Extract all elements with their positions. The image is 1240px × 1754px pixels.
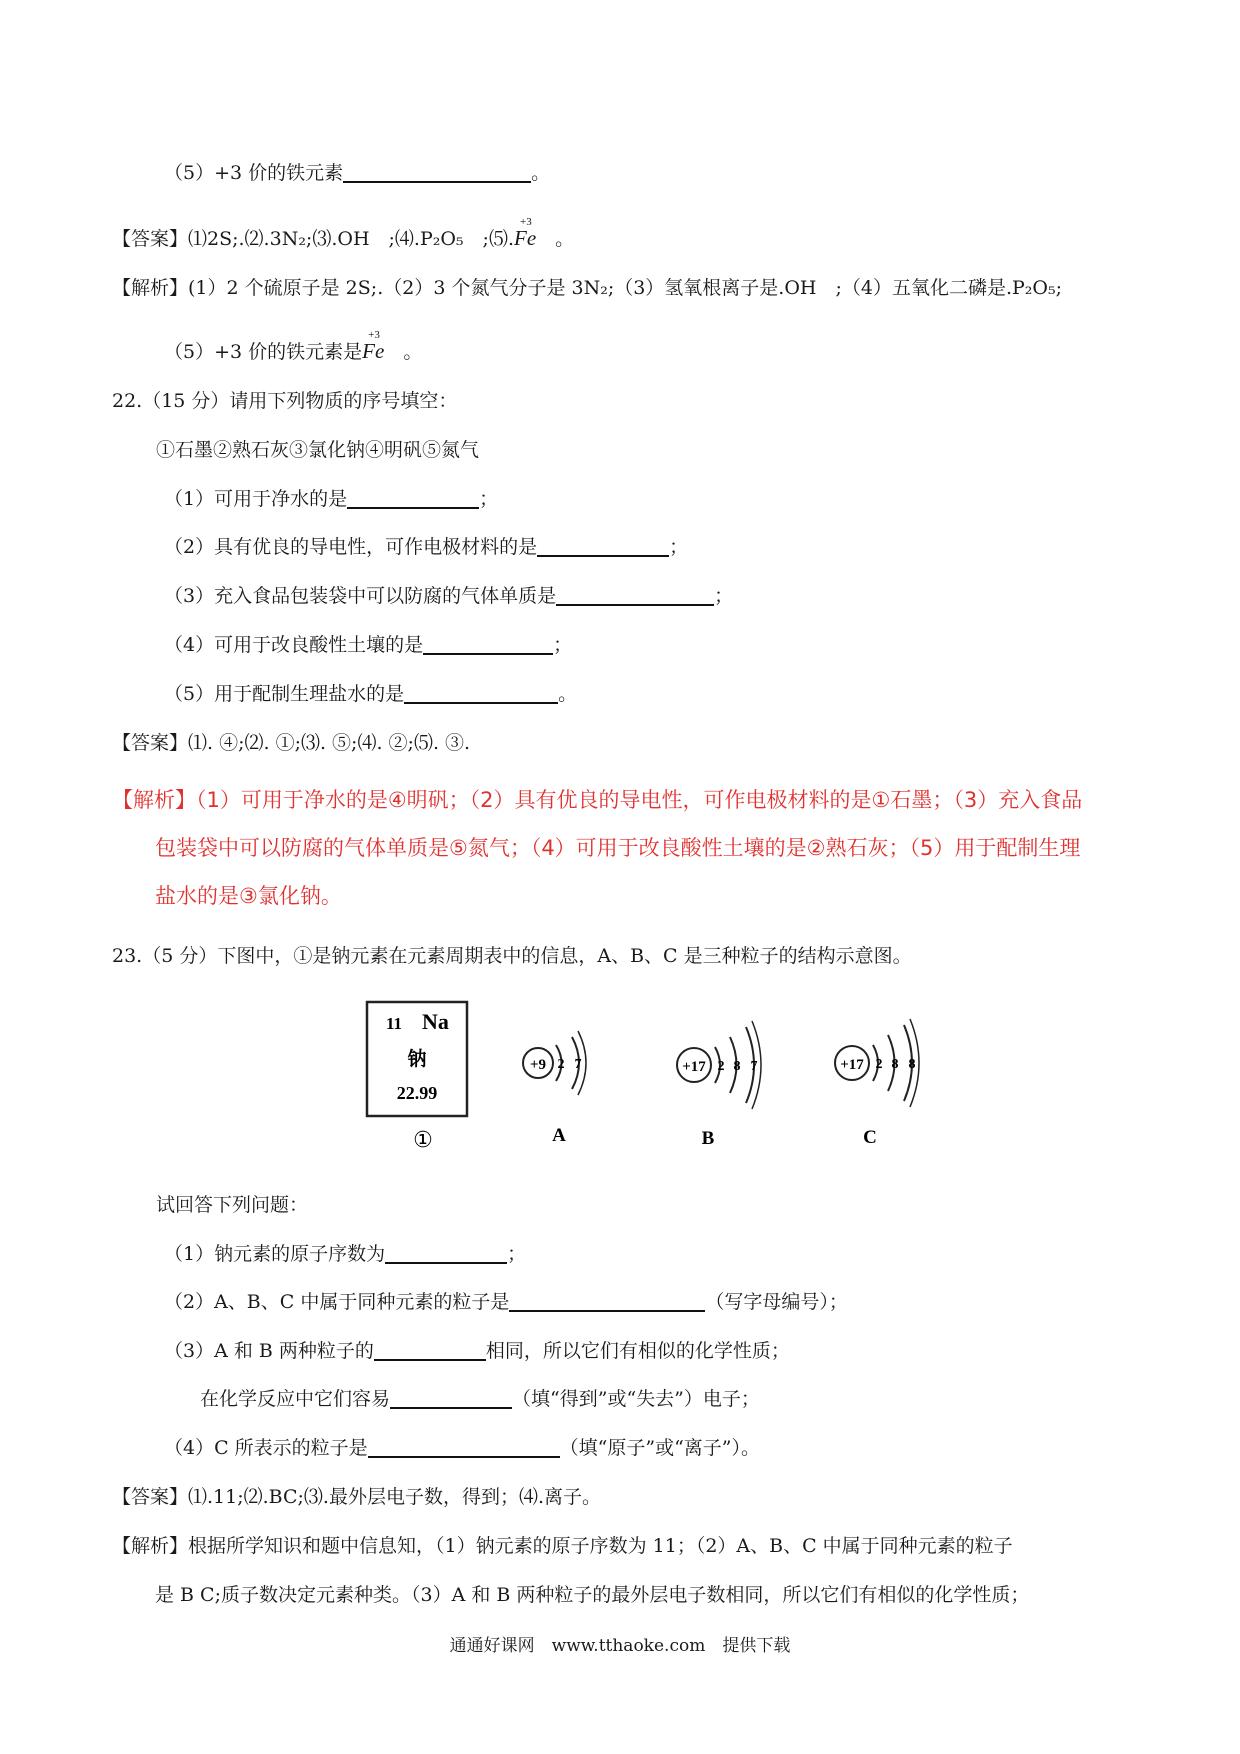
q23-figure [360, 995, 940, 1165]
q23-item-1: （1）钠元素的原子序数为 ； [164, 1243, 527, 1265]
answer-blank[interactable] [347, 487, 479, 509]
q22-title: 22.（15 分）请用下列物质的序号填空： [112, 390, 458, 412]
answer-blank[interactable] [556, 584, 714, 606]
shell-electrons: 7 [750, 1059, 758, 1074]
page-footer: 通通好课网 www.tthaoke.com 提供下载 [449, 1636, 791, 1656]
shell-electrons: 2 [557, 1057, 565, 1072]
answer-blank[interactable] [343, 161, 531, 183]
nucleus-charge: +17 [840, 1057, 864, 1073]
atomic-number: 11 [386, 1014, 403, 1033]
q22-options: ①石墨②熟石灰③氯化钠④明矾⑤氮气 [156, 439, 480, 461]
q23-item-3b: 在化学反应中它们容易 （填“得到”或“失去”）电子； [200, 1388, 760, 1410]
q21-analysis-line2: （5）+3 价的铁元素是 +3 Fe 。 [164, 329, 423, 363]
particle-a-diagram [523, 1031, 586, 1146]
particle-label: A [552, 1125, 566, 1146]
particle-label: B [701, 1128, 715, 1149]
shell-electrons: 8 [908, 1057, 916, 1072]
nucleus-charge: +9 [529, 1057, 547, 1073]
shell-electrons: 2 [717, 1059, 725, 1074]
answer-blank[interactable] [390, 1387, 512, 1409]
q22-item-3: （3）充入食品包装袋中可以防腐的气体单质是 ； [164, 585, 734, 607]
element-card-label: ① [413, 1128, 433, 1153]
answer-blank[interactable] [509, 1290, 705, 1312]
shell-electrons: 8 [733, 1059, 741, 1074]
q22-answer: 【答案】⑴. ④;⑵. ①;⑶. ⑤;⑷. ②;⑸. ③. [112, 732, 471, 754]
answer-blank[interactable] [385, 1242, 507, 1264]
q23-item-2: （2）A、B、C 中属于同种元素的粒子是 （写字母编号）； [164, 1291, 848, 1313]
q23-analysis-line2: 是 B C;质子数决定元素种类。（3）A 和 B 两种粒子的最外层电子数相同，所以它们有相似的化学性质； [155, 1584, 1030, 1606]
q23-answer: 【答案】⑴.11;⑵.BC;⑶.最外层电子数，得到；⑷.离子。 [112, 1486, 602, 1508]
q23-analysis: 【解析】根据所学知识和题中信息知，（1）钠元素的原子序数为 11；（2）A、B、C 中属于同种元素的粒子 [112, 1535, 1013, 1557]
document-page: （5）+3 价的铁元素 。 【答案】⑴2S;.⑵.3N₂;⑶.OH ;⑷.P₂O₅ ;⑸. +3 Fe 。 【解析】(1）2 个硫原子是 2S;.（2）3 个氮气分子是 3N₂;（3）氢氧根离子是.OH ;（4）五氧化二磷是.P₂O₅; （5）+3 价的铁元素是 +3 Fe 。 22.（15 分）请用下列物质的序号填空： ①石墨②熟石灰③氯化钠④明矾⑤氮气 （1）可用于净水的是 ； （2）具有优良的导电性，可作电极材料的是 ； （3）充入食品包装袋中可以防腐的气体单质是 ； （4）可用于改良酸性土壤的是 ； （5）用于配制生理盐水的是 。 【答案】⑴. ④;⑵. ①;⑶. ⑤;⑷. ②;⑸. ③. 【解析】（1）可用于净水的是④明矾；（2）具有优良的导电性，可作电极材料的是①石墨；（3）充入食品 包装袋中可以防腐的气体单质是⑤氮气；（4）可用于改良酸性土壤的是②熟石灰；（5）用于配制生理 盐水的是③氯化钠。 23.（5 分）下图中，①是钠元素在元素周期表中的信息，A、B、C 是三种粒子的结构示意图。 11 Na 钠 22.99 ① +9 2 7 A +17 2 8 7 B +17 2 8 8 C 试回答下列问题： （1）钠元素的原子序数为 ； （2）A、B、C 中属于同种元素的粒子是 （写字母编号）； （3）A 和 B 两种粒子的 相同，所以它们有相似的化学性质； 在化学反应中它们容易 （填“得到”或“失去”）电子； （4）C 所表示的粒子是 （填“原子”或“离子”）。 【答案】⑴.11;⑵.BC;⑶.最外层电子数，得到；⑷.离子。 【解析】根据所学知识和题中信息知，（1）钠元素的原子序数为 11；（2）A、B、C 中属于同种元素的粒子 是 B C;质子数决定元素种类。（3）A 和 B 两种粒子的最外层电子数相同，所以它们有相似的化学性质； 通通好课网 www.tthaoke.com 提供下载 [0, 0, 1240, 1754]
shell-electrons: 2 [875, 1057, 883, 1072]
iron-plus3-symbol: +3 Fe [514, 216, 537, 250]
answer-blank[interactable] [423, 633, 553, 655]
q23-prompt: 试回答下列问题： [156, 1194, 309, 1216]
answer-blank[interactable] [404, 682, 558, 704]
q22-item-5: （5）用于配制生理盐水的是 。 [164, 683, 578, 705]
shell-electrons: 8 [891, 1057, 899, 1072]
q22-item-1: （1）可用于净水的是 ； [164, 488, 499, 510]
q22-item-2: （2）具有优良的导电性，可作电极材料的是 ； [164, 536, 689, 558]
particle-c-diagram [835, 1019, 919, 1148]
answer-blank[interactable] [368, 1436, 560, 1458]
q23-item-4: （4）C 所表示的粒子是 （填“原子”或“离子”）。 [164, 1437, 761, 1459]
element-symbol: Na [422, 1009, 449, 1034]
q21-analysis: 【解析】(1）2 个硫原子是 2S;.（2）3 个氮气分子是 3N₂;（3）氢氧根离子是.OH ;（4）五氧化二磷是.P₂O₅; [112, 277, 1063, 299]
shell-electrons: 7 [574, 1057, 582, 1072]
q21-answer: 【答案】⑴2S;.⑵.3N₂;⑶.OH ;⑷.P₂O₅ ;⑸. +3 Fe 。 [112, 216, 575, 250]
q21-item-5: （5）+3 价的铁元素 。 [164, 162, 551, 184]
atomic-mass: 22.99 [396, 1083, 438, 1103]
answer-blank[interactable] [537, 535, 669, 557]
q22-item-4: （4）可用于改良酸性土壤的是 ； [164, 634, 573, 656]
sodium-element-card [367, 1002, 467, 1153]
answer-blank[interactable] [374, 1339, 486, 1361]
particle-b-diagram [677, 1021, 761, 1149]
q23-title: 23.（5 分）下图中，①是钠元素在元素周期表中的信息，A、B、C 是三种粒子的结构示意图。 [112, 945, 912, 967]
particle-label: C [863, 1127, 877, 1148]
nucleus-charge: +17 [682, 1059, 706, 1075]
element-name: 钠 [407, 1048, 427, 1070]
iron-plus3-symbol: +3 Fe [362, 329, 385, 363]
q23-item-3a: （3）A 和 B 两种粒子的 相同，所以它们有相似的化学性质； [164, 1340, 790, 1362]
